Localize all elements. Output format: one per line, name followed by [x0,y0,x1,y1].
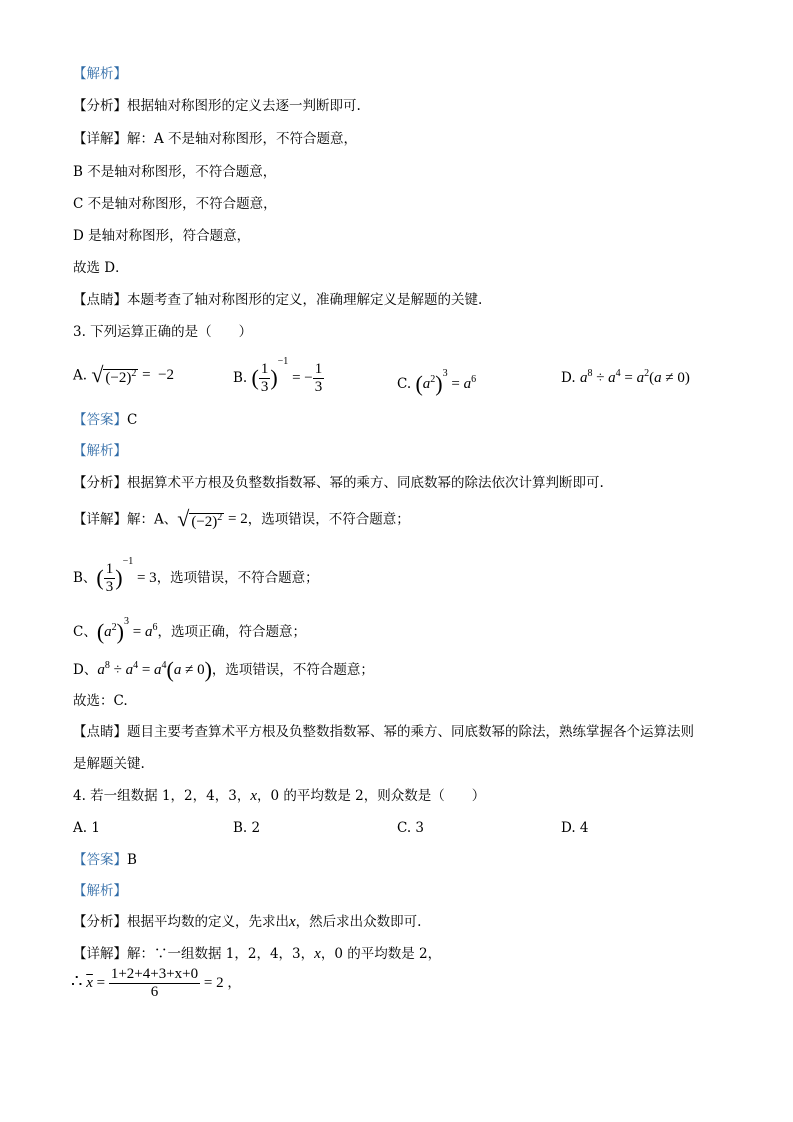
q3-step-d-formula: $a^8 \div a^4 = a^4(a \ne 0)$ [97,657,212,682]
q4-stem-part-1: 4. 若一组数据 1，2，4，3， [73,788,251,804]
q3-option-b-label: B. [233,370,248,386]
q3-step-c-formula: $(a^2)^3 = a^6$ [96,616,158,644]
q4-answer-line [73,850,137,870]
fenxi-line-1 [73,96,361,116]
q3-option-a [73,364,174,388]
q3-jiexi-tag: 【解析】 [73,443,127,459]
q3-answer-line [73,410,137,430]
q3-xiangjie-a-line [73,508,410,532]
q4-option-a: A. 1 [73,820,100,836]
q4-mean-equation [71,966,241,1001]
q3-fenxi-text: 根据算术平方根及负整数指数幂、幂的乘方、同底数幂的除法依次计算判断即可. [127,475,604,491]
q3-option-d-label: D. [561,370,576,386]
q4-stem-variable: x [250,788,257,804]
q4-fenxi-text-1: 根据平均数的定义，先求出 [127,914,289,930]
q4-xiangjie-line [73,944,441,964]
q4-xiangjie-text-1: 解：∵一组数据 1，2，4，3， [127,946,315,962]
option-c-judgement: C 不是轴对称图形，不符合题意， [73,196,277,212]
fenxi-tag: 【分析】 [73,98,127,114]
q3-fenxi-line [73,473,604,493]
xiangjie-tag: 【详解】 [73,131,127,147]
q3-dianjing-line-1 [73,722,694,742]
question-4-stem [73,786,485,806]
q4-xiangjie-tag: 【详解】 [73,946,127,962]
q3-option-d [561,364,690,388]
xiangjie-text: 解：A 不是轴对称图形，不符合题意， [127,131,358,147]
q4-xiangjie-variable: x [314,946,321,962]
q3-dianjing-tag: 【点睛】 [73,724,127,740]
question-3-stem: 3. 下列运算正确的是（ ） [73,324,253,340]
q3-step-a-suffix: ，选项错误，不符合题意； [247,511,410,528]
q3-option-c-formula: $(a^2)^3 = a^6$ [415,368,477,396]
q3-step-a-formula: √ $(-2)^2 = 2$ [177,506,248,531]
q3-dianjing-line-2: 是解题关键. [73,756,145,772]
q4-mean-numerator: 1+2+4+3+x+0 [110,966,199,982]
q3-option-c [397,364,476,394]
q3-option-c-label: C. [397,376,412,392]
q4-fenxi-variable: x [289,914,296,930]
dianjing-tag: 【点睛】 [73,292,127,308]
q3-option-b [233,352,324,396]
q4-option-c: C. 3 [397,820,425,836]
q4-mean-denominator: 6 [150,984,159,1000]
q3-step-b-suffix: ，选项错误，不符合题意； [156,570,319,586]
q4-stem-part-2: ，0 的平均数是 2，则众数是（ ） [257,788,486,804]
q3-step-b-formula: ( $\frac{1}{3}$ )$^{-1}$ = 3 [96,556,157,596]
q4-mean-tail: ， [227,974,241,991]
dianjing-text: 本题考查了轴对称图形的定义，准确理解定义是解题的关键. [127,292,483,308]
q3-option-b-formula: ( $\frac{1}{3}$ )$^{-1}$ = − $\frac{1}{3}$ [251,356,323,396]
q3-step-d-prefix: D、 [73,662,98,678]
q4-fenxi-line [73,912,421,932]
fenxi-text: 根据轴对称图形的定义去逐一判断即可. [127,98,361,114]
q3-step-c-suffix: ，选项正确，符合题意； [157,624,306,640]
q3-xiangjie-tag: 【详解】 [73,511,127,528]
q4-fenxi-text-2: ，然后求出众数即可. [295,914,422,930]
q4-xiangjie-text-2: ，0 的平均数是 2， [320,946,442,962]
q4-jiexi-tag: 【解析】 [73,883,127,899]
dianjing-line-1 [73,290,482,310]
q3-option-a-label: A. [73,367,88,384]
q3-step-d-line [73,656,374,680]
q4-option-d: D. 4 [561,820,589,836]
q3-step-c-line [73,612,306,642]
q4-mean-formula: ∴ $\overline{x}$ = $\frac{1+2+4+3+x+0}{6}$ = 2 [71,966,224,1000]
q3-xiangjie-prefix: 解：A、 [127,511,178,528]
q3-answer-tag: 【答案】 [73,412,127,428]
q3-option-d-formula: $a^8 \div a^4 = a^2(a \ne 0)$ [579,368,690,386]
option-b-judgement: B 不是轴对称图形，不符合题意， [73,164,277,180]
jiexi-tag-1: 【解析】 [73,66,127,82]
q3-step-c-prefix: C、 [73,624,97,640]
q3-answer: C [127,412,138,428]
q3-step-b-line [73,552,319,596]
option-d-judgement: D 是轴对称图形，符合题意， [73,228,251,244]
q3-conclusion: 故选：C. [73,693,128,709]
q3-fenxi-tag: 【分析】 [73,475,127,491]
q3-step-d-suffix: ，选项错误，不符合题意； [211,662,374,678]
q4-answer-tag: 【答案】 [73,852,127,868]
q4-fenxi-tag: 【分析】 [73,914,127,930]
xiangjie-line-1 [73,129,357,149]
conclusion-1: 故选 D． [73,260,129,276]
q3-dianjing-text-1: 题目主要考查算术平方根及负整数指数幂、幂的乘方、同底数幂的除法，熟练掌握各个运算法则 [127,724,694,740]
q3-step-b-prefix: B、 [73,570,97,586]
q4-option-b: B. 2 [233,820,261,836]
q4-answer: B [127,852,137,868]
q3-option-a-formula: √ $(-2)^2 = -2$ [91,362,175,387]
